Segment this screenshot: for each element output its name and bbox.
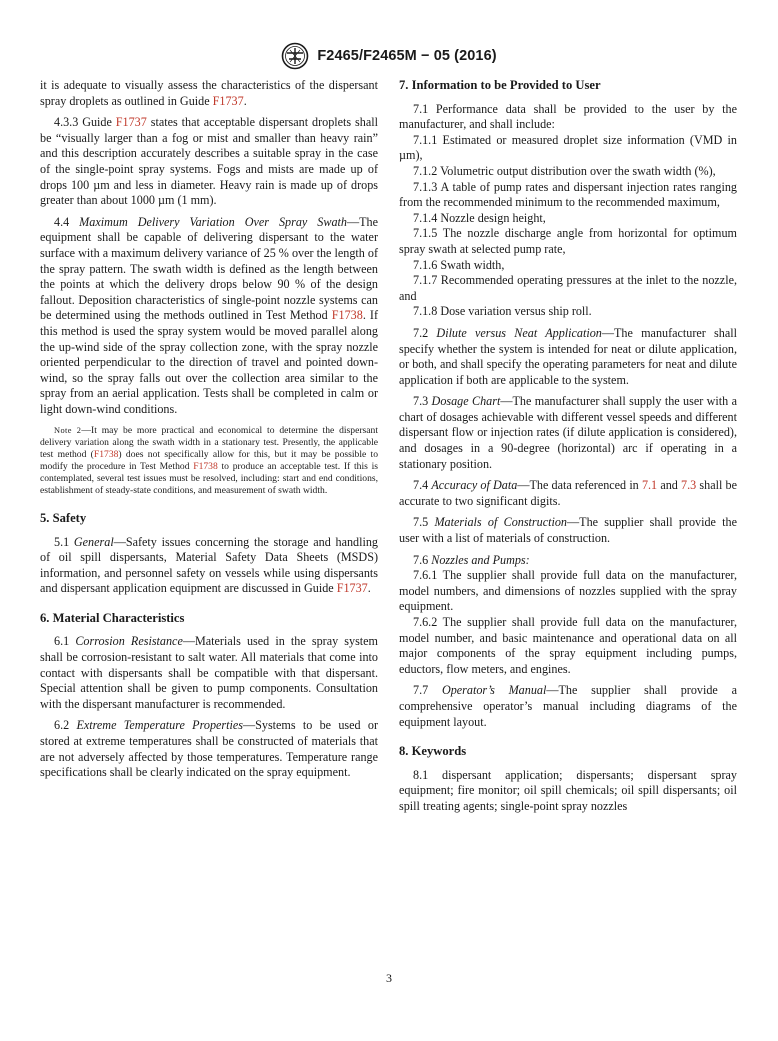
paragraph-7-6-1: 7.6.1 The supplier shall provide full data on the manufacturer, model numbers, and dimensions of nozzles supplied with the spray equipment. bbox=[399, 568, 737, 614]
section-heading-information-to-user: 7. Information to be Provided to User bbox=[399, 78, 601, 92]
page-number: 3 bbox=[386, 971, 392, 985]
ref-link-f1737[interactable]: F1737 bbox=[336, 581, 368, 596]
paragraph-7-5: 7.5 Materials of Construction—The supplier shall provide the user with a list of materials of construction. bbox=[399, 515, 737, 546]
paragraph-5-1: 5.1 General—Safety issues concerning the storage and handling of oil spill dispersants, Material Safety Data Sheets (MSDS) information, and personnel safety on vessels while using dispersants and dispersant application equipment are discussed in Guide F1737. bbox=[40, 534, 379, 596]
ref-link-f1737[interactable]: F1737 bbox=[212, 93, 244, 108]
paragraph-4-3-2-cont: it is adequate to visually assess the characteristics of the dispersant spray droplets as outlined in Guide F1737. bbox=[40, 78, 378, 108]
astm-logo-icon bbox=[281, 42, 309, 70]
section-heading-safety: 5. Safety bbox=[40, 510, 87, 525]
paragraph-7-4: 7.4 Accuracy of Data—The data referenced in 7.1 and 7.3 shall be accurate to two significant digits. bbox=[399, 478, 737, 508]
paragraph-7-1-7: 7.1.7 Recommended operating pressures at the inlet to the nozzle, and bbox=[399, 273, 737, 303]
left-column bbox=[40, 78, 378, 787]
section-heading-material-characteristics: 6. Material Characteristics bbox=[40, 610, 185, 625]
paragraph-4-4: 4.4 Maximum Delivery Variation Over Spray Swath—The equipment shall be capable of delivering dispersant to the water surface with a maximum delivery variance of 25 % over the length of the spray pattern. The swath width is defined as the length between the points at which the delivery drops below 90 % of the design fallout. Deposition characteristics of single-point nozzle systems can be determined using the methods outlined in Test Method F1738. If this method is used the spray system would be moved parallel along the up-wind side of the spray collection zone, with the spray nozzle oriented perpendicular to the direction of travel and pointed down-wind, so the spray falls out over the collection area similar to the spray from an aerial application. Tests shall be completed in calm or light down-wind conditions. bbox=[40, 214, 378, 416]
ref-link-7-3[interactable]: 7.3 bbox=[681, 478, 697, 493]
paragraph-7-6: 7.6 Nozzles and Pumps: bbox=[413, 552, 530, 567]
paragraph-7-7: 7.7 Operator’s Manual—The supplier shall provide a comprehensive operator’s manual including diagrams of the equipment layout. bbox=[399, 683, 737, 729]
right-column bbox=[399, 78, 737, 821]
paragraph-7-1-6: 7.1.6 Swath width, bbox=[413, 257, 505, 272]
page-header bbox=[0, 42, 778, 70]
paragraph-6-2: 6.2 Extreme Temperature Properties—Systems to be used or stored at extreme temperatures shall be constructed of materials that are not adversely affected by those temperatures. Temperature range specifications shall be clearly indicated on the spray equipment. bbox=[40, 718, 378, 780]
paragraph-7-1: 7.1 Performance data shall be provided to the user by the manufacturer, and shall include: bbox=[399, 101, 737, 132]
note-2: Note 2—It may be more practical and economical to determine the dispersant delivery variation along the swath width in a stationary test. Presently, the applicable test method (F1738) does not specifically allow for this, but it may be possible to modify the procedure in Test Method F1738 to produce an acceptable test. If this is contemplated, several test issues must be resolved, including: start and end conditions, establishment of steady-state conditions, and measurement of swath width. bbox=[40, 425, 379, 496]
paragraph-7-6-2: 7.6.2 The supplier shall provide full data on the manufacturer, model number, and basic maintenance and operational data on all major components of the spray equipment including pumps, eductors, flow meters, and engines. bbox=[399, 615, 737, 676]
ref-link-f1738[interactable]: F1738 bbox=[331, 308, 363, 323]
paragraph-8-1: 8.1 dispersant application; dispersants; dispersant spray equipment; fire monitor; oil spill chemicals; oil spill dispersants; oil spill treating agents; single-point spray nozzles bbox=[399, 767, 737, 813]
ref-link-7-1[interactable]: 7.1 bbox=[641, 478, 658, 493]
paragraph-7-1-5: 7.1.5 The nozzle discharge angle from horizontal for optimum spray swath at selected pump rate, bbox=[399, 226, 737, 256]
document-designation: F2465/F2465M − 05 (2016) bbox=[317, 48, 497, 64]
paragraph-7-1-1: 7.1.1 Estimated or measured droplet size information (VMD in µm), bbox=[399, 132, 737, 163]
ref-link-f1737[interactable]: F1737 bbox=[115, 115, 147, 130]
section-heading-keywords: 8. Keywords bbox=[399, 744, 467, 759]
paragraph-7-2: 7.2 Dilute versus Neat Application—The manufacturer shall specify whether the system is intended for neat or dilute application, or both, and shall specify the operating parameters for neat and dilute application if both are applicable to the system. bbox=[399, 325, 737, 387]
paragraph-7-1-2: 7.1.2 Volumetric output distribution over the swath width (%), bbox=[413, 163, 716, 178]
paragraph-7-3: 7.3 Dosage Chart—The manufacturer shall supply the user with a chart of dosages achievable with different vessel speeds and different dispersant flow or injection rates (if dilute application is considered), and dosages in a 90-degree (horizontal) arc if operating in a stationary position. bbox=[399, 394, 737, 471]
paragraph-4-3-3: 4.3.3 Guide F1737 states that acceptable dispersant droplets shall be “visually larger than a fog or mist and smaller than heavy rain” and this description accurately describes a suitable spray in the case of the single-point spray systems. Fogs and mists are made up of drops 100 µm and less in diameter. Heavy rain is made up of drops greater than about 1000 µm (1 mm). bbox=[40, 115, 378, 208]
ref-link-f1738[interactable]: F1738 bbox=[93, 449, 119, 461]
paragraph-6-1: 6.1 Corrosion Resistance—Materials used in the spray system shall be corrosion-resistant to salt water. All materials that come into contact with dispersants shall be compatible with that dispersant. Special attention shall be given to pump components. Consultation with the dispersant manufacturer is recommended. bbox=[40, 634, 379, 711]
paragraph-7-1-4: 7.1.4 Nozzle design height, bbox=[413, 210, 546, 225]
paragraph-7-1-8: 7.1.8 Dose variation versus ship roll. bbox=[413, 304, 592, 319]
paragraph-7-1-3: 7.1.3 A table of pump rates and dispersant injection rates ranging from the recommended minimum to the recommended maximum, bbox=[399, 179, 737, 210]
ref-link-f1738[interactable]: F1738 bbox=[193, 461, 218, 473]
